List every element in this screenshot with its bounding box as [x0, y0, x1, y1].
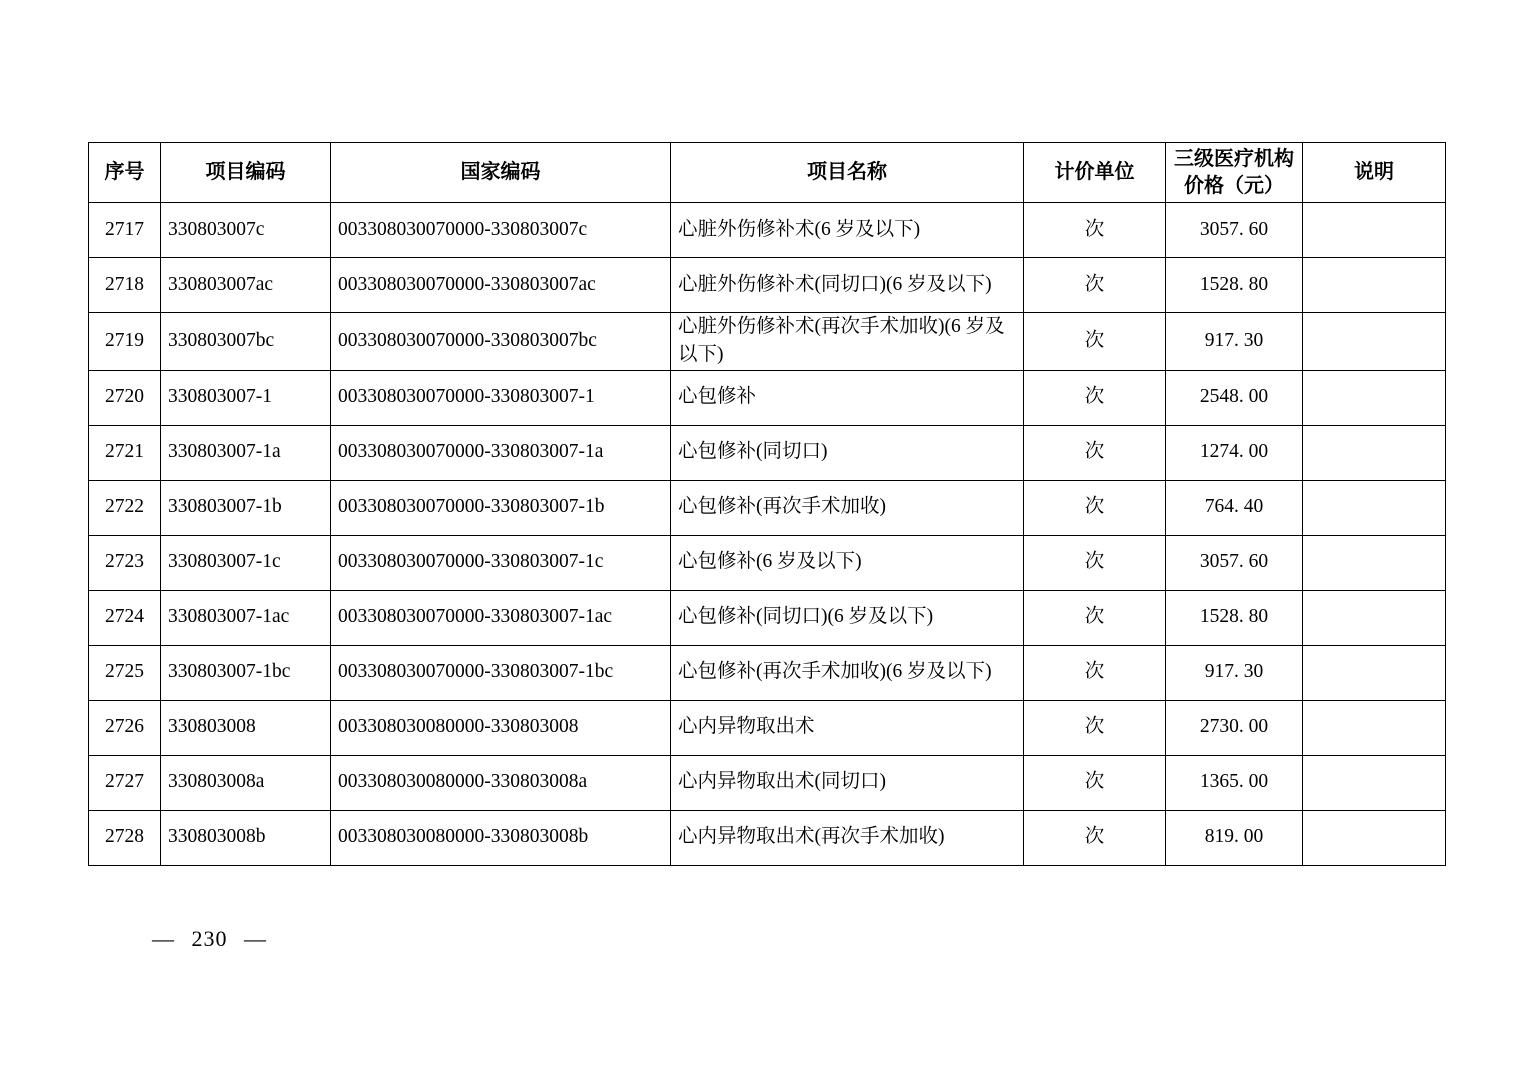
cell-item-name: 心内异物取出术(再次手术加收) — [671, 810, 1024, 865]
cell-national-code: 003308030070000-330803007-1bc — [331, 645, 671, 700]
cell-unit: 次 — [1024, 535, 1166, 590]
cell-unit: 次 — [1024, 810, 1166, 865]
cell-seq: 2721 — [89, 425, 161, 480]
cell-item-name: 心包修补(再次手术加收) — [671, 480, 1024, 535]
column-header-seq: 序号 — [89, 143, 161, 203]
table-row — [89, 535, 1446, 590]
cell-price: 917. 30 — [1166, 313, 1303, 371]
table-row — [89, 313, 1446, 371]
cell-price: 764. 40 — [1166, 480, 1303, 535]
cell-national-code: 003308030080000-330803008a — [331, 755, 671, 810]
cell-price: 3057. 60 — [1166, 535, 1303, 590]
cell-national-code: 003308030070000-330803007bc — [331, 313, 671, 371]
cell-unit: 次 — [1024, 425, 1166, 480]
cell-national-code: 003308030070000-330803007-1c — [331, 535, 671, 590]
column-header-unit: 计价单位 — [1024, 143, 1166, 203]
cell-seq: 2725 — [89, 645, 161, 700]
cell-note — [1303, 590, 1446, 645]
cell-note — [1303, 370, 1446, 425]
cell-price: 1528. 80 — [1166, 590, 1303, 645]
cell-item-code: 330803007-1a — [161, 425, 331, 480]
cell-national-code: 003308030070000-330803007c — [331, 203, 671, 258]
cell-item-name: 心内异物取出术(同切口) — [671, 755, 1024, 810]
cell-national-code: 003308030070000-330803007-1ac — [331, 590, 671, 645]
cell-item-name: 心内异物取出术 — [671, 700, 1024, 755]
cell-seq: 2727 — [89, 755, 161, 810]
cell-seq: 2719 — [89, 313, 161, 371]
cell-unit: 次 — [1024, 480, 1166, 535]
cell-note — [1303, 755, 1446, 810]
column-header-note: 说明 — [1303, 143, 1446, 203]
cell-item-name: 心包修补(再次手术加收)(6 岁及以下) — [671, 645, 1024, 700]
page-number: — 230 — — [152, 926, 267, 951]
table-row — [89, 425, 1446, 480]
cell-seq: 2720 — [89, 370, 161, 425]
column-header-price-line2: 价格（元） — [1184, 174, 1284, 197]
cell-price: 819. 00 — [1166, 810, 1303, 865]
table-row — [89, 810, 1446, 865]
cell-item-code: 330803007-1 — [161, 370, 331, 425]
cell-unit: 次 — [1024, 313, 1166, 371]
cell-item-code: 330803008b — [161, 810, 331, 865]
cell-item-code: 330803007-1ac — [161, 590, 331, 645]
cell-item-code: 330803007ac — [161, 258, 331, 313]
cell-unit: 次 — [1024, 370, 1166, 425]
cell-unit: 次 — [1024, 645, 1166, 700]
cell-note — [1303, 700, 1446, 755]
column-header-item-code: 项目编码 — [161, 143, 331, 203]
cell-note — [1303, 480, 1446, 535]
cell-item-code: 330803008a — [161, 755, 331, 810]
cell-item-code: 330803007-1c — [161, 535, 331, 590]
price-table — [88, 142, 1446, 866]
price-table-container — [88, 142, 1446, 866]
table-row — [89, 203, 1446, 258]
cell-seq: 2728 — [89, 810, 161, 865]
table-row — [89, 700, 1446, 755]
cell-item-name: 心脏外伤修补术(同切口)(6 岁及以下) — [671, 258, 1024, 313]
cell-item-name: 心包修补(同切口) — [671, 425, 1024, 480]
cell-item-code: 330803008 — [161, 700, 331, 755]
cell-item-code: 330803007-1bc — [161, 645, 331, 700]
table-row — [89, 590, 1446, 645]
cell-item-name: 心脏外伤修补术(6 岁及以下) — [671, 203, 1024, 258]
cell-unit: 次 — [1024, 258, 1166, 313]
cell-national-code: 003308030080000-330803008 — [331, 700, 671, 755]
cell-unit: 次 — [1024, 700, 1166, 755]
cell-note — [1303, 203, 1446, 258]
table-row — [89, 258, 1446, 313]
table-row — [89, 480, 1446, 535]
cell-item-name: 心脏外伤修补术(再次手术加收)(6 岁及以下) — [671, 313, 1024, 371]
cell-national-code: 003308030070000-330803007-1 — [331, 370, 671, 425]
header-row — [89, 143, 1446, 203]
table-row — [89, 645, 1446, 700]
cell-price: 2730. 00 — [1166, 700, 1303, 755]
cell-price: 1274. 00 — [1166, 425, 1303, 480]
column-header-national-code: 国家编码 — [331, 143, 671, 203]
table-body — [89, 203, 1446, 866]
table-row — [89, 755, 1446, 810]
cell-note — [1303, 535, 1446, 590]
cell-price: 1365. 00 — [1166, 755, 1303, 810]
column-header-item-name: 项目名称 — [671, 143, 1024, 203]
cell-price: 1528. 80 — [1166, 258, 1303, 313]
column-header-price-line1: 三级医疗机构 — [1174, 147, 1294, 170]
cell-national-code: 003308030070000-330803007ac — [331, 258, 671, 313]
cell-national-code: 003308030070000-330803007-1b — [331, 480, 671, 535]
cell-item-code: 330803007bc — [161, 313, 331, 371]
cell-seq: 2726 — [89, 700, 161, 755]
column-header-price — [1166, 143, 1303, 203]
cell-price: 2548. 00 — [1166, 370, 1303, 425]
cell-note — [1303, 425, 1446, 480]
cell-seq: 2718 — [89, 258, 161, 313]
cell-note — [1303, 645, 1446, 700]
cell-item-name: 心包修补(6 岁及以下) — [671, 535, 1024, 590]
cell-unit: 次 — [1024, 590, 1166, 645]
cell-note — [1303, 313, 1446, 371]
cell-national-code: 003308030070000-330803007-1a — [331, 425, 671, 480]
cell-note — [1303, 258, 1446, 313]
cell-price: 3057. 60 — [1166, 203, 1303, 258]
table-row — [89, 370, 1446, 425]
cell-item-code: 330803007-1b — [161, 480, 331, 535]
cell-note — [1303, 810, 1446, 865]
cell-item-code: 330803007c — [161, 203, 331, 258]
cell-seq: 2717 — [89, 203, 161, 258]
cell-item-name: 心包修补 — [671, 370, 1024, 425]
cell-seq: 2723 — [89, 535, 161, 590]
cell-seq: 2724 — [89, 590, 161, 645]
cell-national-code: 003308030080000-330803008b — [331, 810, 671, 865]
cell-price: 917. 30 — [1166, 645, 1303, 700]
cell-item-name: 心包修补(同切口)(6 岁及以下) — [671, 590, 1024, 645]
cell-seq: 2722 — [89, 480, 161, 535]
cell-unit: 次 — [1024, 755, 1166, 810]
cell-unit: 次 — [1024, 203, 1166, 258]
